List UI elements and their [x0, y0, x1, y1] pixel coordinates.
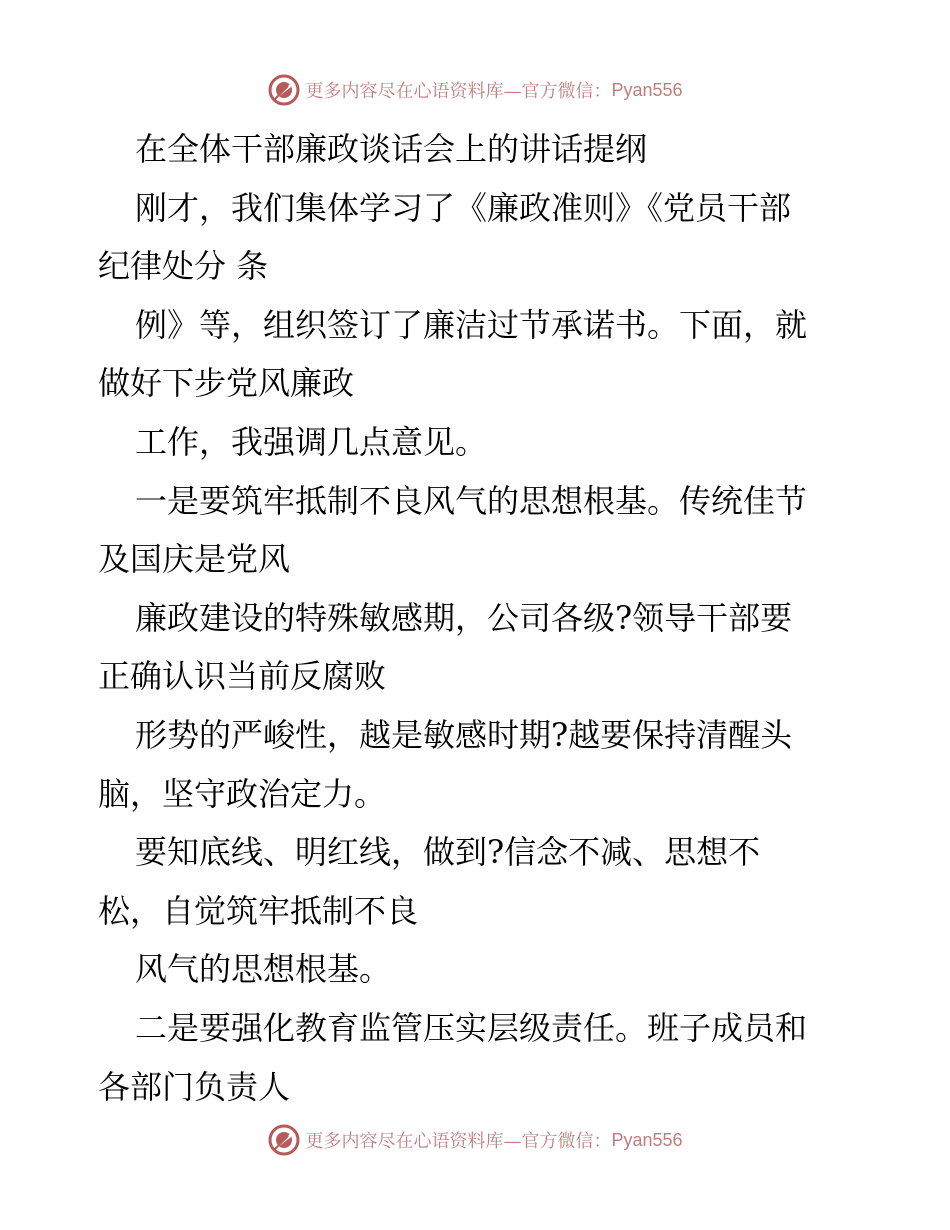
paragraph-line: 纪律处分 条 — [98, 247, 269, 286]
pen-logo-icon — [267, 73, 301, 107]
footer-banner — [0, 1120, 950, 1160]
paragraph-line: 工作，我强调几点意见。 — [135, 422, 488, 461]
paragraph-line: 正确认识当前反腐败 — [98, 657, 387, 696]
paragraph-line: 各部门负责人 — [98, 1067, 291, 1106]
paragraph-line: 风气的思想根基。 — [135, 950, 392, 989]
pen-logo-icon — [267, 1123, 301, 1157]
footer-banner-handle: Pyan556 — [611, 1129, 683, 1150]
paragraph-line: 廉政建设的特殊敏感期，公司各级?领导干部要 — [135, 598, 793, 637]
paragraph-line: 松，自觉筑牢抵制不良 — [98, 891, 419, 930]
paragraph-line: 脑，坚守政治定力。 — [98, 774, 387, 813]
paragraph-line: 及国庆是党风 — [98, 540, 291, 579]
paragraph-line: 做好下步党风廉政 — [98, 364, 355, 403]
document-body — [98, 120, 858, 1116]
paragraph-line: 例》等，组织签订了廉洁过节承诺书。下面，就 — [135, 305, 808, 344]
header-banner-text: 更多内容尽在心语资料库—官方微信： — [305, 81, 612, 102]
header-banner — [0, 70, 950, 110]
paragraph-line: 在全体干部廉政谈话会上的讲话提纲 — [135, 130, 648, 168]
paragraph-line: 形势的严峻性，越是敏感时期?越要保持清醒头 — [135, 715, 793, 754]
footer-banner-text: 更多内容尽在心语资料库—官方微信： — [305, 1131, 612, 1152]
paragraph-line: 一是要筑牢抵制不良风气的思想根基。传统佳节 — [135, 481, 808, 520]
header-banner-handle: Pyan556 — [611, 79, 683, 100]
paragraph-line: 二是要强化教育监管压实层级责任。班子成员和 — [135, 1008, 808, 1047]
paragraph-line: 要知底线、明红线，做到?信念不减、思想不 — [135, 833, 761, 872]
paragraph-line: 刚才，我们集体学习了《廉政准则》《党员干部 — [135, 188, 792, 227]
